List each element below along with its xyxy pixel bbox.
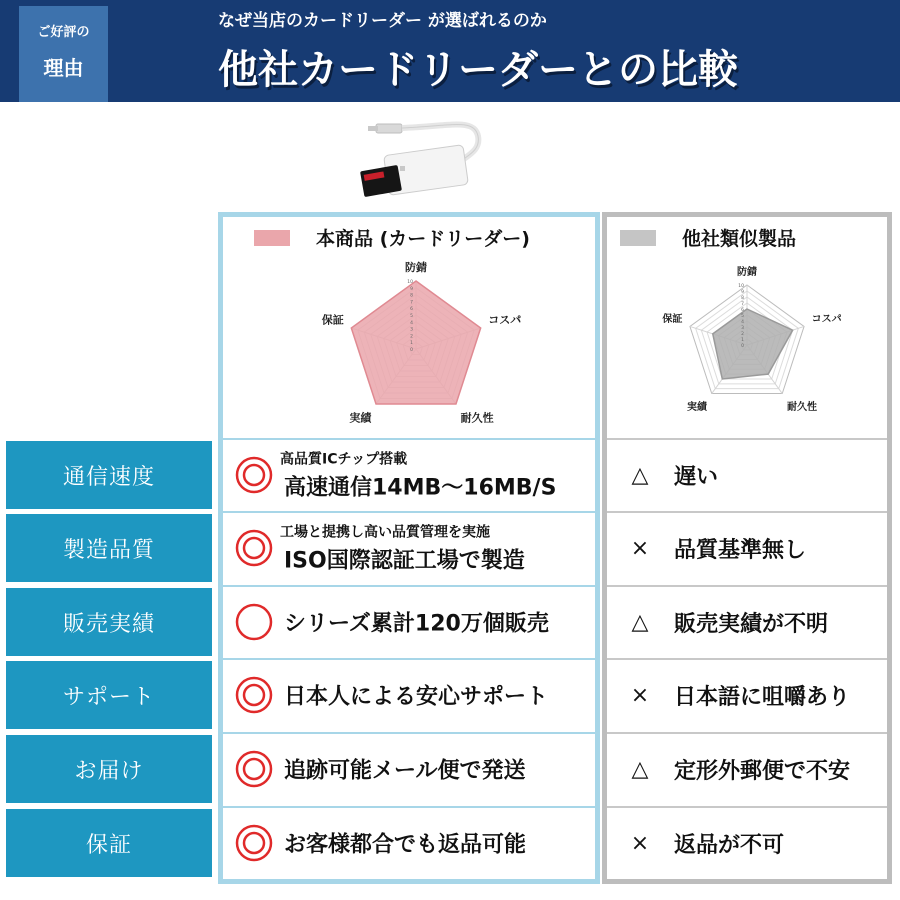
ours-radar-scale-tick: 1 <box>410 341 413 347</box>
ours-cell <box>226 589 594 655</box>
row-label: お届け <box>6 735 212 803</box>
ours-cell-text <box>284 828 526 859</box>
other-radar-chart <box>652 258 852 428</box>
reason-badge <box>19 6 108 102</box>
other-cell <box>608 810 888 876</box>
row-label: 製造品質 <box>6 514 212 582</box>
other-cell-text: 品質基準無し <box>674 537 807 563</box>
ours-radar-scale-tick: 6 <box>410 307 413 313</box>
triangle-mark-icon: △ <box>631 609 649 635</box>
other-radar-scale-tick: 0 <box>741 344 744 349</box>
cross-mark-icon: × <box>630 830 650 856</box>
other-radar-scale-tick: 6 <box>741 308 744 313</box>
row-divider <box>607 511 887 513</box>
ours-radar-axis-label: 防錆 <box>405 261 427 274</box>
other-cell <box>608 589 888 655</box>
ours-radar-scale-tick: 4 <box>410 320 413 326</box>
other-radar-scale-tick: 4 <box>741 320 744 325</box>
ours-cell <box>226 736 594 802</box>
row-divider <box>607 732 887 734</box>
other-cell <box>608 515 888 581</box>
ours-legend-label: 本商品 (カードリーダー) <box>316 228 530 250</box>
ours-radar-scale-tick: 9 <box>410 286 413 292</box>
ours-cell-note: 高品質ICチップ搭載 <box>280 451 408 468</box>
other-cell-text: 返品が不可 <box>674 832 785 858</box>
ours-radar-axis-label: 耐久性 <box>460 411 494 425</box>
header-banner <box>0 0 900 102</box>
double-circle-mark-icon <box>234 528 274 568</box>
circle-mark-icon <box>234 602 274 642</box>
other-radar-scale-tick: 10 <box>738 284 744 289</box>
ours-radar-axis-label: コスパ <box>488 313 522 327</box>
ours-cell-main: 日本人による安心サポート <box>284 684 549 710</box>
ours-cell <box>226 662 594 728</box>
other-legend <box>620 224 796 251</box>
row-divider <box>223 806 595 808</box>
row-label: 通信速度 <box>6 441 212 509</box>
ours-radar-chart <box>300 258 540 438</box>
ours-cell-text <box>284 754 526 785</box>
ours-cell <box>226 442 594 508</box>
ours-radar-axis-label: 保証 <box>321 313 344 327</box>
row-divider <box>223 585 595 587</box>
other-radar-axis-label: コスパ <box>811 313 842 325</box>
row-divider <box>607 438 887 440</box>
row-label: サポート <box>6 661 212 729</box>
ours-radar-axis-label: 実績 <box>349 411 372 425</box>
ours-cell <box>226 810 594 876</box>
row-divider <box>223 732 595 734</box>
ours-cell-main: ISO国際認証工場で製造 <box>284 548 525 574</box>
cross-mark-icon: × <box>630 535 650 561</box>
ours-cell-text <box>280 522 525 575</box>
other-cell <box>608 442 888 508</box>
ours-radar-scale-tick: 3 <box>410 327 413 333</box>
other-cell-text: 定形外郵便で不安 <box>674 758 851 784</box>
ours-radar-scale-tick: 7 <box>410 300 413 306</box>
ours-radar-scale-tick: 10 <box>407 280 413 285</box>
other-cell-text: 日本語に咀嚼あり <box>674 684 851 710</box>
row-divider <box>607 658 887 660</box>
row-divider <box>223 658 595 660</box>
card-reader-image <box>356 106 488 208</box>
row-divider <box>223 438 595 440</box>
row-label: 保証 <box>6 809 212 877</box>
page-title: 他社カードリーダーとの比較 <box>218 47 738 93</box>
double-circle-mark-icon <box>234 749 274 789</box>
badge-top-text: ご好評の <box>37 25 90 40</box>
other-cell <box>608 662 888 728</box>
other-radar-axis-label: 保証 <box>662 313 683 325</box>
ours-cell-main: 追跡可能メール便で発送 <box>284 758 526 784</box>
other-radar-scale-tick: 2 <box>741 332 744 337</box>
badge-main-text: 理由 <box>43 56 84 80</box>
ours-cell-main: お客様都合でも返品可能 <box>284 832 527 858</box>
double-circle-mark-icon <box>234 455 274 495</box>
ours-legend <box>254 224 530 251</box>
ours-cell-text <box>284 607 549 638</box>
ours-radar-series-area <box>351 281 480 404</box>
other-radar-scale-tick: 8 <box>741 296 744 301</box>
ours-cell-text <box>284 680 548 711</box>
triangle-mark-icon: △ <box>631 756 649 782</box>
cross-mark-icon: × <box>630 682 650 708</box>
ours-legend-swatch <box>254 230 290 246</box>
row-label: 販売実績 <box>6 588 212 656</box>
triangle-mark-icon: △ <box>631 462 649 488</box>
row-divider <box>223 511 595 513</box>
other-legend-swatch <box>620 230 656 246</box>
other-radar-scale-tick: 7 <box>741 302 744 307</box>
row-divider <box>607 585 887 587</box>
other-legend-label: 他社類似製品 <box>682 228 797 250</box>
other-radar-axis-label: 実績 <box>687 402 708 414</box>
ours-cell-main: 高速通信14MB〜16MB/S <box>284 475 557 501</box>
other-cell-text: 遅い <box>674 464 719 490</box>
ours-cell-text <box>280 449 557 502</box>
header-subtitle: なぜ当店のカードリーダー が選ばれるのか <box>218 11 547 31</box>
other-cell-text: 販売実績が不明 <box>674 611 829 637</box>
other-radar-axis-label: 耐久性 <box>786 402 817 414</box>
other-radar-scale-tick: 3 <box>741 326 744 331</box>
double-circle-mark-icon <box>234 675 274 715</box>
other-radar-scale-tick: 1 <box>741 338 744 343</box>
row-divider <box>607 806 887 808</box>
ours-radar-scale-tick: 5 <box>410 314 413 319</box>
ours-cell-main: シリーズ累計120万個販売 <box>284 611 549 637</box>
ours-radar-scale-tick: 8 <box>410 293 413 299</box>
ours-cell-note: 工場と提携し高い品質管理を実施 <box>280 524 490 541</box>
other-radar-axis-label: 防錆 <box>737 267 757 278</box>
other-radar-scale-tick: 9 <box>741 290 744 295</box>
ours-radar-scale-tick: 0 <box>410 348 413 353</box>
ours-radar-scale-tick: 2 <box>410 334 413 340</box>
ours-cell <box>226 515 594 581</box>
double-circle-mark-icon <box>234 823 274 863</box>
other-radar-scale-tick: 5 <box>741 314 744 319</box>
other-cell <box>608 736 888 802</box>
